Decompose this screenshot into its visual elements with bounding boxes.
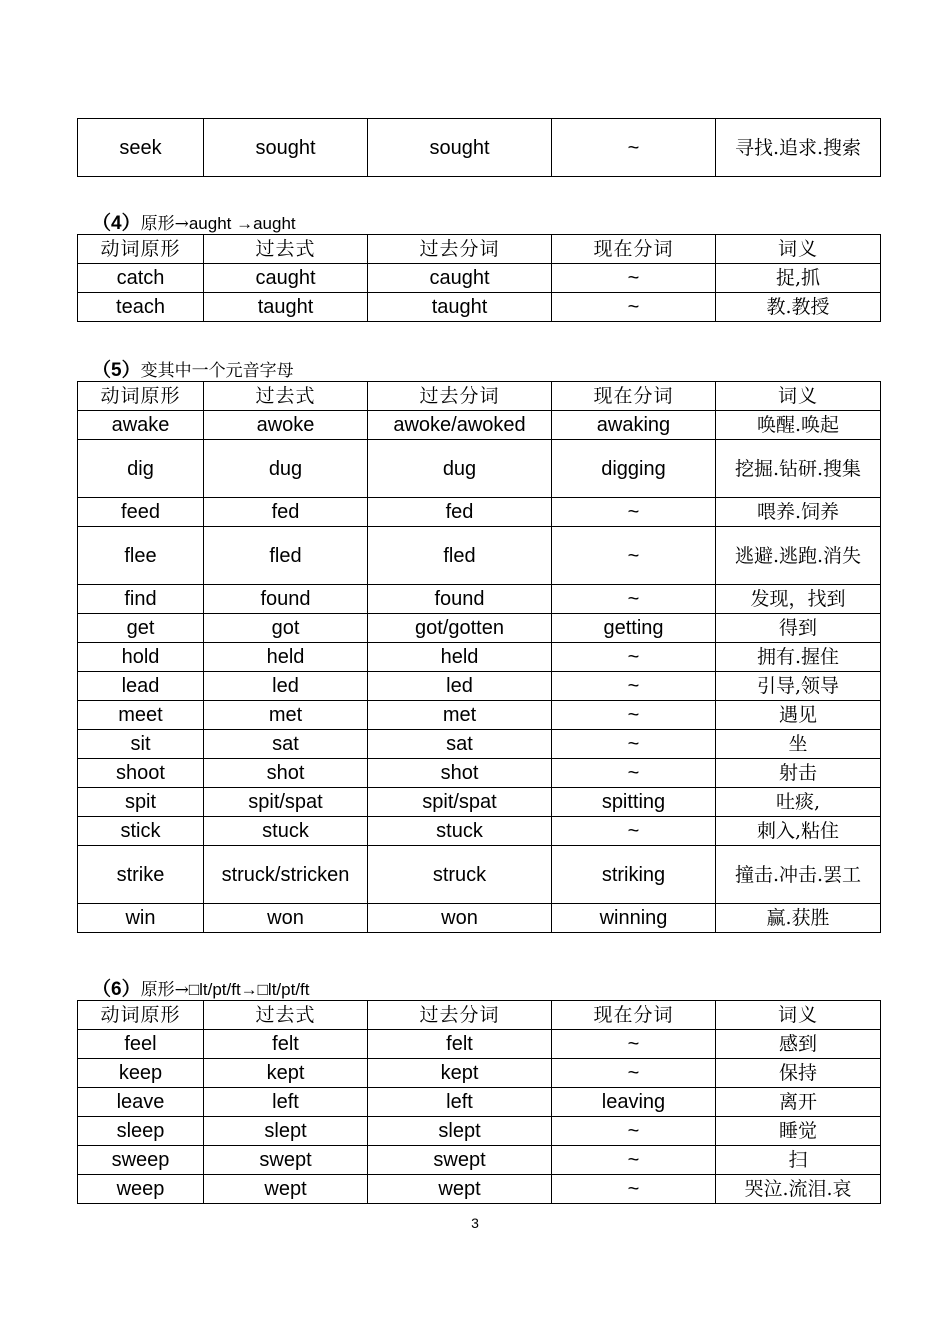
past-tense-cell: caught: [204, 264, 368, 293]
meaning-cell: 捉,抓: [716, 264, 881, 293]
past-tense-cell: shot: [204, 759, 368, 788]
meaning-cell: 睡觉: [716, 1117, 881, 1146]
column-header: 现在分词: [552, 382, 716, 411]
base-form-cell: find: [78, 585, 204, 614]
table-row: [78, 730, 881, 759]
section-5-heading: [92, 355, 294, 382]
meaning-cell: 坐: [716, 730, 881, 759]
past-tense-cell: kept: [204, 1059, 368, 1088]
column-header: 过去分词: [368, 382, 552, 411]
table-row: [78, 817, 881, 846]
meaning-cell: 唤醒.唤起: [716, 411, 881, 440]
present-participle-cell: winning: [552, 904, 716, 933]
past-tense-cell: dug: [204, 440, 368, 498]
table-row: [78, 788, 881, 817]
meaning-cell: 喂养.饲养: [716, 498, 881, 527]
meaning-cell: 离开: [716, 1088, 881, 1117]
past-participle-cell: found: [368, 585, 552, 614]
present-participle-cell: getting: [552, 614, 716, 643]
past-tense-cell: found: [204, 585, 368, 614]
past-participle-cell: dug: [368, 440, 552, 498]
table-row: [78, 643, 881, 672]
past-participle-cell: awoke/awoked: [368, 411, 552, 440]
past-participle-cell: sat: [368, 730, 552, 759]
meaning-cell: 哭泣.流泪.哀: [716, 1175, 881, 1204]
meaning-cell: 得到: [716, 614, 881, 643]
past-tense-cell: left: [204, 1088, 368, 1117]
meaning-cell: 发现，找到: [716, 585, 881, 614]
past-participle-cell: swept: [368, 1146, 552, 1175]
section-number: （4）: [92, 213, 141, 234]
section-4-heading: [92, 208, 296, 235]
column-header: 词义: [716, 382, 881, 411]
column-header: 过去分词: [368, 1001, 552, 1030]
table-row: [78, 1088, 881, 1117]
present-participle-cell: awaking: [552, 411, 716, 440]
past-tense-cell: won: [204, 904, 368, 933]
present-participle-cell: ~: [552, 1146, 716, 1175]
base-form-cell: feed: [78, 498, 204, 527]
base-form-cell: hold: [78, 643, 204, 672]
column-header: 词义: [716, 1001, 881, 1030]
column-header: 词义: [716, 235, 881, 264]
base-form-cell: sit: [78, 730, 204, 759]
table: [77, 118, 881, 177]
table-row: [78, 1059, 881, 1088]
past-tense-cell: spit/spat: [204, 788, 368, 817]
present-participle-cell: ~: [552, 264, 716, 293]
column-header: 现在分词: [552, 1001, 716, 1030]
section-6-heading: [92, 974, 310, 1001]
table-body: [78, 119, 881, 177]
meaning-cell: 拥有.握住: [716, 643, 881, 672]
column-header: 过去分词: [368, 235, 552, 264]
base-form-cell: seek: [78, 119, 204, 177]
past-participle-cell: shot: [368, 759, 552, 788]
base-form-cell: sleep: [78, 1117, 204, 1146]
meaning-cell: 保持: [716, 1059, 881, 1088]
present-participle-cell: ~: [552, 730, 716, 759]
column-header: 动词原形: [78, 1001, 204, 1030]
section-pattern: □lt/pt/ft→□lt/pt/ft: [188, 980, 310, 999]
table-header-row: [78, 1001, 881, 1030]
meaning-cell: 教.教授: [716, 293, 881, 322]
present-participle-cell: ~: [552, 1030, 716, 1059]
base-form-cell: stick: [78, 817, 204, 846]
base-form-cell: win: [78, 904, 204, 933]
present-participle-cell: striking: [552, 846, 716, 904]
table-row: [78, 527, 881, 585]
table-row: [78, 498, 881, 527]
past-tense-cell: met: [204, 701, 368, 730]
present-participle-cell: ~: [552, 119, 716, 177]
table-row: [78, 1175, 881, 1204]
past-participle-cell: met: [368, 701, 552, 730]
past-tense-cell: led: [204, 672, 368, 701]
meaning-cell: 寻找.追求.搜索: [716, 119, 881, 177]
meaning-cell: 赢.获胜: [716, 904, 881, 933]
present-participle-cell: ~: [552, 759, 716, 788]
section-6-table: [77, 1000, 881, 1204]
section-pattern: aught →aught: [188, 214, 296, 233]
table-row: [78, 293, 881, 322]
column-header: 过去式: [204, 1001, 368, 1030]
base-form-cell: feel: [78, 1030, 204, 1059]
base-form-cell: sweep: [78, 1146, 204, 1175]
column-header: 过去式: [204, 382, 368, 411]
present-participle-cell: ~: [552, 1117, 716, 1146]
column-header: 动词原形: [78, 235, 204, 264]
past-tense-cell: struck/stricken: [204, 846, 368, 904]
base-form-cell: meet: [78, 701, 204, 730]
column-header: 现在分词: [552, 235, 716, 264]
present-participle-cell: ~: [552, 527, 716, 585]
past-participle-cell: wept: [368, 1175, 552, 1204]
table-row: [78, 759, 881, 788]
table-row: [78, 1030, 881, 1059]
table: [77, 1000, 881, 1204]
base-form-cell: lead: [78, 672, 204, 701]
meaning-cell: 撞击.冲击.罢工: [716, 846, 881, 904]
section-4-table: [77, 234, 881, 322]
base-form-cell: dig: [78, 440, 204, 498]
past-participle-cell: sought: [368, 119, 552, 177]
base-form-cell: spit: [78, 788, 204, 817]
column-header: 过去式: [204, 235, 368, 264]
table-row: [78, 846, 881, 904]
base-form-cell: keep: [78, 1059, 204, 1088]
meaning-cell: 吐痰,: [716, 788, 881, 817]
present-participle-cell: ~: [552, 817, 716, 846]
past-participle-cell: struck: [368, 846, 552, 904]
table-row: [78, 264, 881, 293]
past-tense-cell: stuck: [204, 817, 368, 846]
past-participle-cell: kept: [368, 1059, 552, 1088]
present-participle-cell: ~: [552, 585, 716, 614]
present-participle-cell: ~: [552, 1175, 716, 1204]
base-form-cell: flee: [78, 527, 204, 585]
verb-table-continued: [77, 118, 881, 177]
past-tense-cell: sought: [204, 119, 368, 177]
base-form-cell: strike: [78, 846, 204, 904]
past-tense-cell: felt: [204, 1030, 368, 1059]
base-form-cell: weep: [78, 1175, 204, 1204]
past-participle-cell: fled: [368, 527, 552, 585]
page-number: 3: [471, 1215, 479, 1231]
past-participle-cell: got/gotten: [368, 614, 552, 643]
past-tense-cell: fled: [204, 527, 368, 585]
meaning-cell: 遇见: [716, 701, 881, 730]
table-row: [78, 119, 881, 177]
past-participle-cell: slept: [368, 1117, 552, 1146]
column-header: 动词原形: [78, 382, 204, 411]
past-tense-cell: swept: [204, 1146, 368, 1175]
meaning-cell: 逃避.逃跑.消失: [716, 527, 881, 585]
meaning-cell: 引导,领导: [716, 672, 881, 701]
present-participle-cell: ~: [552, 293, 716, 322]
past-participle-cell: caught: [368, 264, 552, 293]
past-tense-cell: held: [204, 643, 368, 672]
past-tense-cell: wept: [204, 1175, 368, 1204]
past-participle-cell: left: [368, 1088, 552, 1117]
base-form-cell: awake: [78, 411, 204, 440]
present-participle-cell: digging: [552, 440, 716, 498]
past-tense-cell: slept: [204, 1117, 368, 1146]
base-form-cell: catch: [78, 264, 204, 293]
past-participle-cell: taught: [368, 293, 552, 322]
past-participle-cell: held: [368, 643, 552, 672]
present-participle-cell: ~: [552, 498, 716, 527]
present-participle-cell: ~: [552, 701, 716, 730]
past-participle-cell: stuck: [368, 817, 552, 846]
table-row: [78, 440, 881, 498]
table-body: [78, 235, 881, 322]
present-participle-cell: ~: [552, 1059, 716, 1088]
meaning-cell: 刺入,粘住: [716, 817, 881, 846]
section-title: 变其中一个元音字母: [140, 361, 294, 381]
table: [77, 381, 881, 933]
table-row: [78, 1117, 881, 1146]
base-form-cell: leave: [78, 1088, 204, 1117]
present-participle-cell: ~: [552, 643, 716, 672]
present-participle-cell: spitting: [552, 788, 716, 817]
section-number: （6）: [92, 979, 141, 1000]
table-row: [78, 904, 881, 933]
table-row: [78, 411, 881, 440]
past-tense-cell: awoke: [204, 411, 368, 440]
section-5-table: [77, 381, 881, 933]
past-participle-cell: fed: [368, 498, 552, 527]
past-participle-cell: felt: [368, 1030, 552, 1059]
past-tense-cell: taught: [204, 293, 368, 322]
base-form-cell: get: [78, 614, 204, 643]
meaning-cell: 扫: [716, 1146, 881, 1175]
present-participle-cell: ~: [552, 672, 716, 701]
table-row: [78, 614, 881, 643]
past-tense-cell: got: [204, 614, 368, 643]
table-row: [78, 1146, 881, 1175]
table: [77, 234, 881, 322]
table-body: [78, 382, 881, 933]
past-participle-cell: spit/spat: [368, 788, 552, 817]
section-number: （5）: [92, 360, 141, 381]
table-header-row: [78, 382, 881, 411]
base-form-cell: teach: [78, 293, 204, 322]
meaning-cell: 射击: [716, 759, 881, 788]
table-row: [78, 585, 881, 614]
present-participle-cell: leaving: [552, 1088, 716, 1117]
past-participle-cell: won: [368, 904, 552, 933]
meaning-cell: 感到: [716, 1030, 881, 1059]
past-tense-cell: fed: [204, 498, 368, 527]
table-header-row: [78, 235, 881, 264]
base-form-cell: shoot: [78, 759, 204, 788]
table-row: [78, 672, 881, 701]
table-row: [78, 701, 881, 730]
section-title: 原形→: [140, 980, 189, 1000]
meaning-cell: 挖掘.钻研.搜集: [716, 440, 881, 498]
section-title: 原形→: [140, 214, 189, 234]
past-participle-cell: led: [368, 672, 552, 701]
table-body: [78, 1001, 881, 1204]
past-tense-cell: sat: [204, 730, 368, 759]
